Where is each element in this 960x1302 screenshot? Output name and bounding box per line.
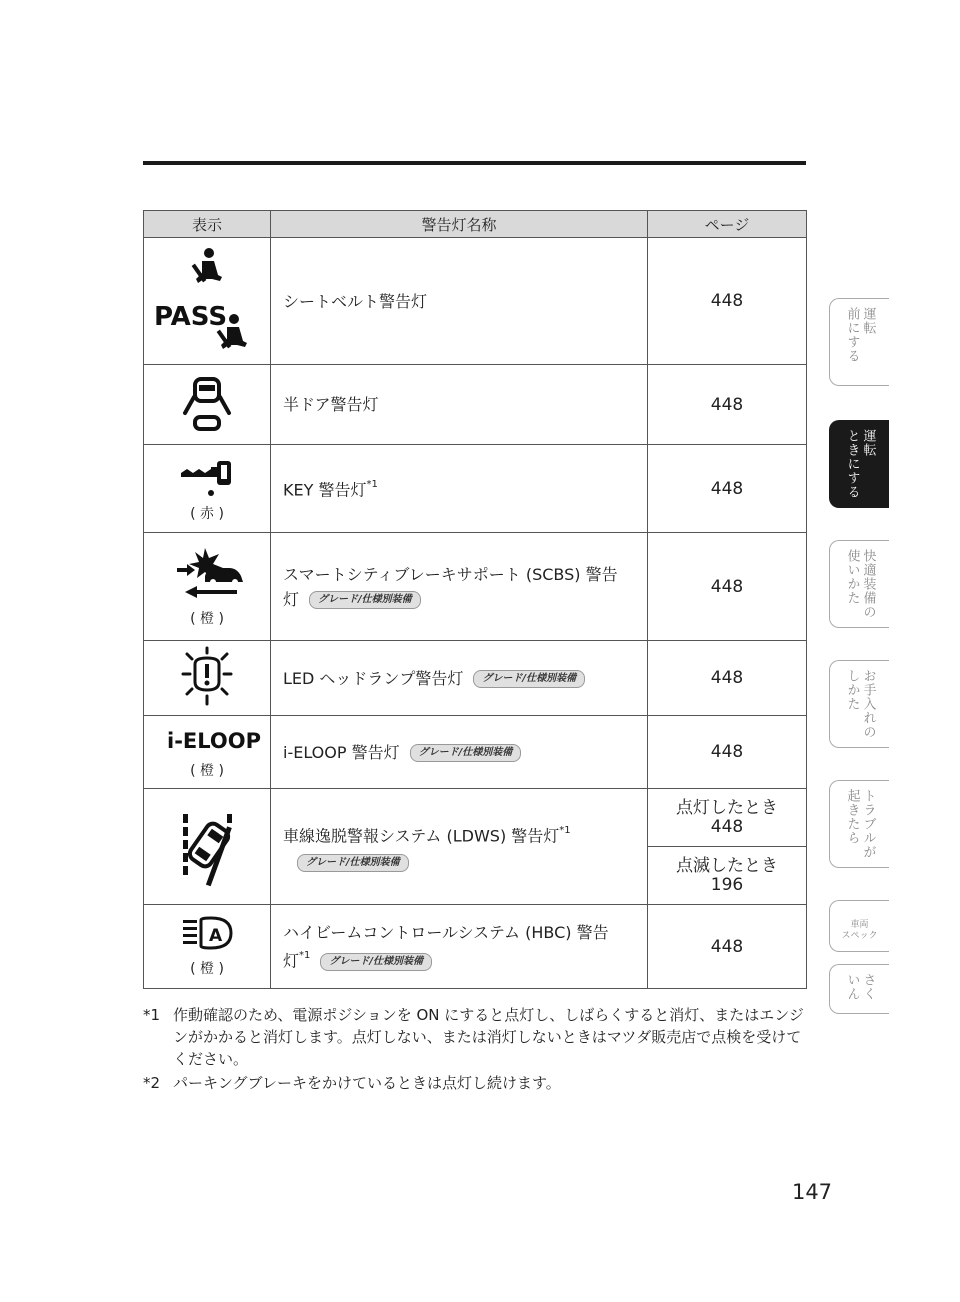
page-ref: 448: [648, 445, 807, 533]
tab-label-line1: 車両: [850, 920, 869, 930]
tab-trouble[interactable]: [829, 780, 889, 868]
lit-label: 点灯したとき: [676, 797, 778, 818]
scbs-icon: [167, 546, 247, 602]
warning-name-line2: 灯: [283, 951, 300, 971]
table-header-row: [144, 211, 807, 238]
table-row: [144, 445, 807, 533]
warning-name-line1: ハイビームコントロールシステム (HBC) 警告: [283, 922, 609, 942]
page-ref: 448: [648, 365, 807, 445]
icon-cell: [144, 365, 271, 445]
footnote-ref: *1: [559, 824, 571, 836]
tab-label-col1: 運転: [860, 429, 876, 457]
warning-name: シートベルト警告灯: [271, 238, 648, 365]
warning-name-text: i-ELOOP 警告灯: [283, 742, 400, 762]
table-row: [144, 641, 807, 716]
warning-name: [271, 789, 648, 905]
footnote-mark: *1: [143, 1006, 161, 1024]
page-ref-lit: [648, 789, 807, 847]
footnote: [143, 1072, 808, 1094]
svg-text:A: A: [209, 925, 223, 946]
color-label: ( 赤 ): [190, 505, 224, 522]
color-label: ( 橙 ): [190, 960, 224, 977]
table-row: [144, 789, 807, 847]
warning-name: [271, 533, 648, 641]
page-ref: 448: [648, 905, 807, 989]
header-display: 表示: [144, 211, 271, 238]
page-ref: 448: [648, 238, 807, 365]
icon-cell: [144, 445, 271, 533]
table-row: [144, 365, 807, 445]
page-ref-blink: [648, 847, 807, 905]
tab-label-col2: ときにする: [844, 429, 860, 499]
grade-tag: グレード/仕様別装備: [320, 953, 432, 971]
grade-tag: グレード/仕様別装備: [297, 854, 409, 872]
warning-name: [271, 641, 648, 716]
top-rule: [143, 161, 806, 165]
table-row: [144, 716, 807, 789]
key-icon: [177, 455, 237, 497]
blink-page: 196: [710, 874, 744, 895]
table-row: [144, 905, 807, 989]
ieloop-icon: [165, 724, 261, 754]
footnote-text: パーキングブレーキをかけているときは点灯し続けます。: [173, 1074, 561, 1092]
footnote-mark: *2: [143, 1074, 161, 1092]
pass-text: PASS: [154, 302, 228, 332]
footnote-ref: *1: [366, 479, 378, 491]
led-headlamp-icon: [177, 646, 237, 706]
icon-cell: [144, 789, 271, 905]
seatbelt-icon: [152, 243, 262, 355]
tab-specifications[interactable]: [829, 900, 889, 952]
grade-tag: グレード/仕様別装備: [473, 670, 585, 688]
tab-label-col2: いん: [844, 973, 860, 1001]
footnotes: [143, 1004, 808, 1096]
tab-label-col1: トラブルが: [860, 789, 876, 859]
color-label: ( 橙 ): [190, 610, 224, 627]
icon-cell: [144, 905, 271, 989]
tab-label-col1: さく: [860, 973, 876, 1001]
door-ajar-icon: [177, 373, 237, 433]
tab-label-line2: スペック: [841, 931, 878, 941]
hbc-icon: [177, 916, 237, 952]
tab-label-col1: 快適装備の: [860, 549, 876, 619]
tab-index[interactable]: [829, 964, 889, 1014]
icon-cell: [144, 716, 271, 789]
page-number: 147: [791, 1180, 833, 1204]
warning-name: [271, 905, 648, 989]
warning-name-text: KEY 警告灯: [283, 480, 367, 500]
warning-name-text: LED ヘッドランプ警告灯: [283, 668, 464, 688]
grade-tag: グレード/仕様別装備: [410, 744, 522, 762]
color-label: ( 橙 ): [190, 763, 224, 779]
warning-name-line2: 灯: [283, 589, 300, 609]
blink-label: 点滅したとき: [676, 855, 778, 876]
tab-before-driving[interactable]: [829, 298, 889, 386]
page-ref: 448: [648, 533, 807, 641]
footnote-text: 作動確認のため、電源ポジションを ON にすると点灯し、しばらくすると消灯、またはエンジンがかかると消灯します。点灯しない、または消灯しないときはマツダ販売店で点検を受けてください。: [173, 1006, 804, 1068]
page-ref: 448: [648, 641, 807, 716]
tab-maintenance[interactable]: [829, 660, 889, 748]
warning-name-text: 車線逸脱警報システム (LDWS) 警告灯: [283, 826, 560, 846]
tab-while-driving[interactable]: [829, 420, 889, 508]
ldws-icon: [177, 812, 237, 878]
warning-name-line1: スマートシティブレーキサポート (SCBS) 警告: [283, 564, 618, 584]
tab-label-col2: 起きたら: [844, 789, 860, 845]
tab-label-col1: 運転: [860, 307, 876, 335]
lit-page: 448: [710, 816, 744, 837]
table-row: [144, 533, 807, 641]
tab-label-col2: 使いかた: [844, 549, 860, 605]
warning-name: [271, 716, 648, 789]
footnote: [143, 1004, 808, 1070]
tab-label-col1: お手入れの: [860, 669, 876, 739]
table-row: [144, 238, 807, 365]
warning-name: 半ドア警告灯: [271, 365, 648, 445]
footnote-ref: *1: [299, 949, 311, 961]
tab-label-col2: しかた: [844, 669, 860, 711]
header-name: 警告灯名称: [271, 211, 648, 238]
icon-cell: [144, 533, 271, 641]
ieloop-text: i-ELOOP: [167, 729, 261, 753]
tab-comfort-equipment[interactable]: [829, 540, 889, 628]
icon-cell: [144, 641, 271, 716]
page-ref: 448: [648, 716, 807, 789]
tab-label-col2: 前にする: [844, 307, 860, 363]
warning-light-table: [143, 210, 807, 989]
grade-tag: グレード/仕様別装備: [309, 591, 421, 609]
icon-cell: [144, 238, 271, 365]
header-page: ページ: [648, 211, 807, 238]
warning-name: [271, 445, 648, 533]
